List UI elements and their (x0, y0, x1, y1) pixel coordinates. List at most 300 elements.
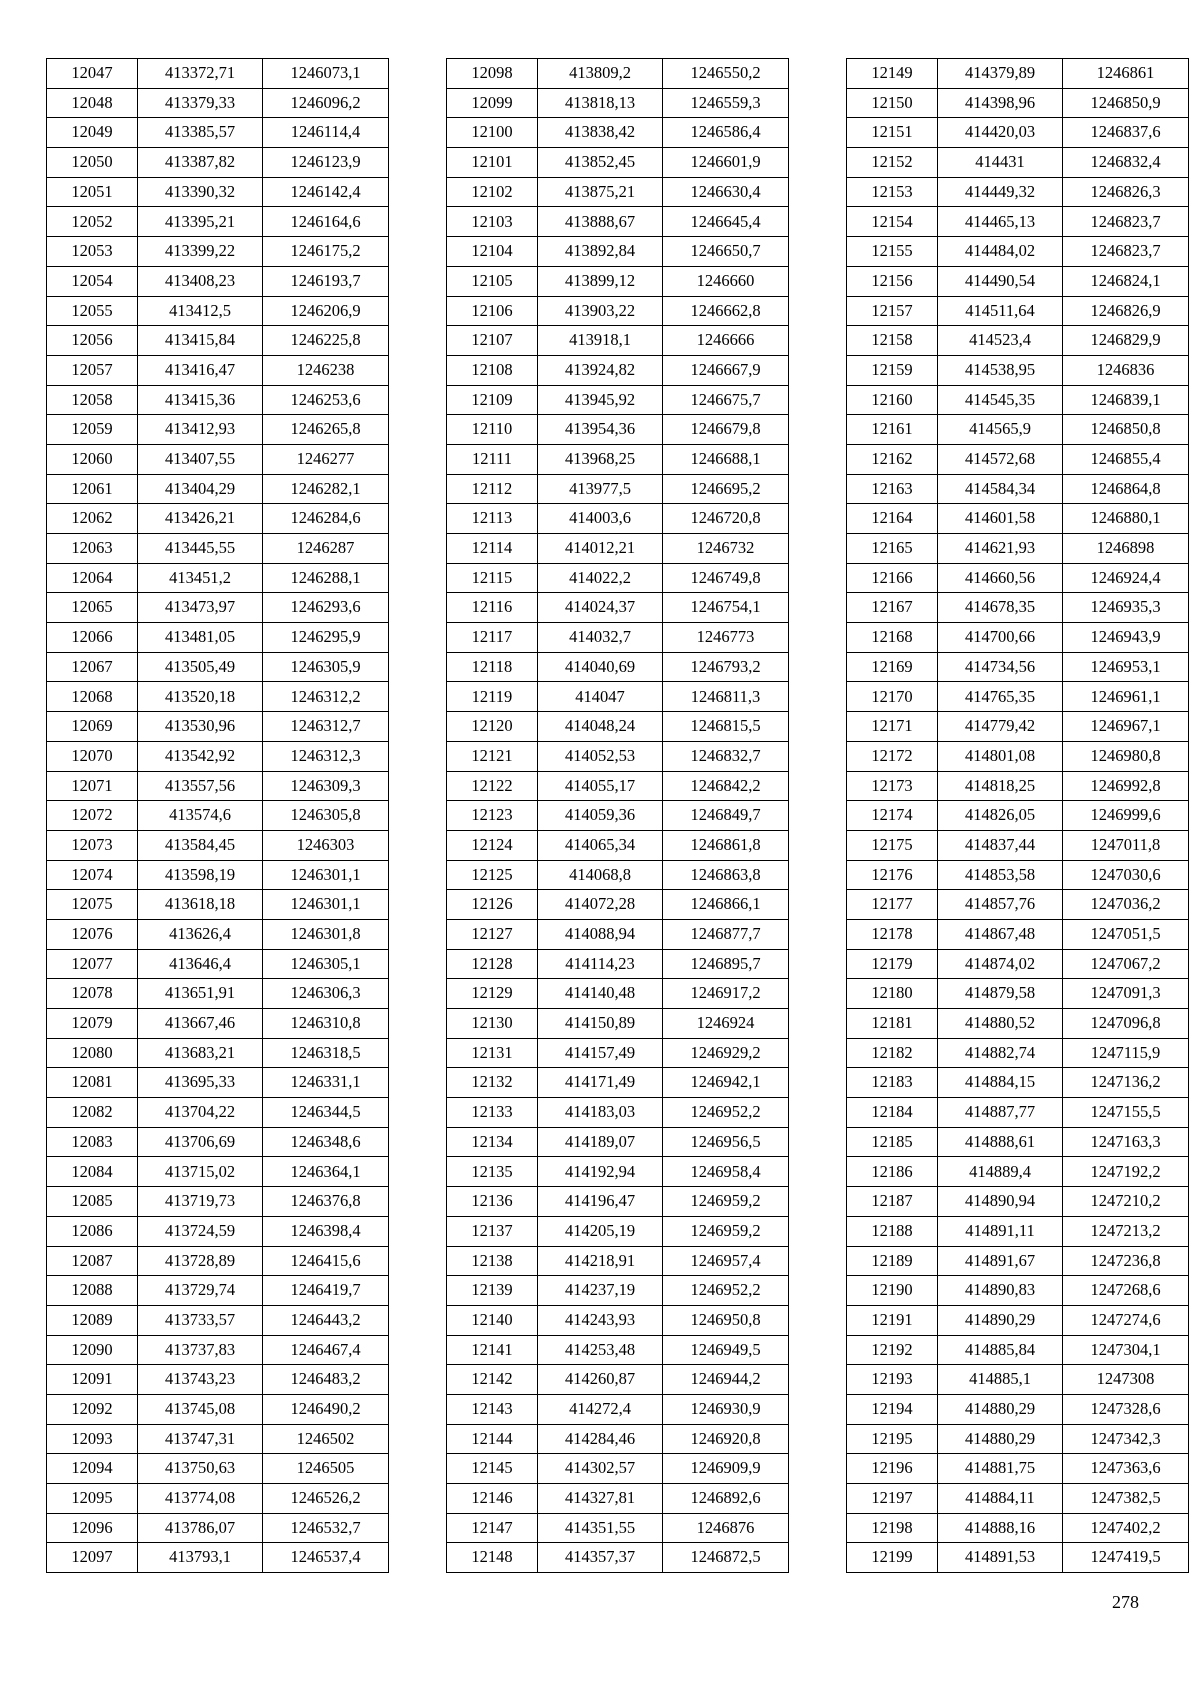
table-row (47, 1454, 389, 1484)
x-coordinate-cell: 414511,64 (938, 296, 1063, 326)
x-coordinate-cell: 414465,13 (938, 207, 1063, 237)
x-coordinate-cell: 414040,69 (538, 652, 663, 682)
coordinates-table-1 (46, 58, 389, 1573)
y-coordinate-cell: 1246376,8 (263, 1187, 389, 1217)
x-coordinate-cell: 414088,94 (538, 919, 663, 949)
table-row (447, 504, 789, 534)
y-coordinate-cell: 1246295,9 (263, 623, 389, 653)
point-number-cell: 12082 (47, 1098, 138, 1128)
point-number-cell: 12196 (847, 1454, 938, 1484)
y-coordinate-cell: 1246305,9 (263, 652, 389, 682)
y-coordinate-cell: 1246537,4 (263, 1543, 389, 1573)
table-row (847, 474, 1189, 504)
y-coordinate-cell: 1246823,7 (1063, 207, 1189, 237)
point-number-cell: 12158 (847, 326, 938, 356)
point-number-cell: 12197 (847, 1484, 938, 1514)
x-coordinate-cell: 414490,54 (938, 266, 1063, 296)
point-number-cell: 12097 (47, 1543, 138, 1573)
point-number-cell: 12166 (847, 563, 938, 593)
x-coordinate-cell: 414351,55 (538, 1513, 663, 1543)
x-coordinate-cell: 413954,36 (538, 415, 663, 445)
table-row (847, 1098, 1189, 1128)
point-number-cell: 12117 (447, 623, 538, 653)
table-row (47, 1246, 389, 1276)
x-coordinate-cell: 414853,58 (938, 860, 1063, 890)
point-number-cell: 12096 (47, 1513, 138, 1543)
x-coordinate-cell: 413733,57 (138, 1305, 263, 1335)
x-coordinate-cell: 413793,1 (138, 1543, 263, 1573)
point-number-cell: 12107 (447, 326, 538, 356)
table-row (847, 207, 1189, 237)
point-number-cell: 12064 (47, 563, 138, 593)
point-number-cell: 12073 (47, 830, 138, 860)
point-number-cell: 12171 (847, 712, 938, 742)
point-number-cell: 12063 (47, 534, 138, 564)
table-row (47, 207, 389, 237)
table-row (447, 741, 789, 771)
y-coordinate-cell: 1246877,7 (663, 919, 789, 949)
table-row (847, 830, 1189, 860)
point-number-cell: 12155 (847, 237, 938, 267)
y-coordinate-cell: 1246732 (663, 534, 789, 564)
table-row (847, 1157, 1189, 1187)
x-coordinate-cell: 414150,89 (538, 1009, 663, 1039)
table-row (447, 771, 789, 801)
table-row (447, 296, 789, 326)
x-coordinate-cell: 414449,32 (938, 177, 1063, 207)
table-row (47, 237, 389, 267)
table-row (847, 237, 1189, 267)
table-row (47, 1038, 389, 1068)
y-coordinate-cell: 1246253,6 (263, 385, 389, 415)
y-coordinate-cell: 1246312,7 (263, 712, 389, 742)
y-coordinate-cell: 1247011,8 (1063, 830, 1189, 860)
y-coordinate-cell: 1247363,6 (1063, 1454, 1189, 1484)
point-number-cell: 12085 (47, 1187, 138, 1217)
table-row (47, 741, 389, 771)
y-coordinate-cell: 1246586,4 (663, 118, 789, 148)
point-number-cell: 12104 (447, 237, 538, 267)
table-row (847, 1246, 1189, 1276)
table-row (447, 652, 789, 682)
y-coordinate-cell: 1246953,1 (1063, 652, 1189, 682)
point-number-cell: 12054 (47, 266, 138, 296)
y-coordinate-cell: 1247115,9 (1063, 1038, 1189, 1068)
point-number-cell: 12089 (47, 1305, 138, 1335)
x-coordinate-cell: 414801,08 (938, 741, 1063, 771)
y-coordinate-cell: 1246073,1 (263, 59, 389, 89)
y-coordinate-cell: 1246288,1 (263, 563, 389, 593)
y-coordinate-cell: 1246238 (263, 355, 389, 385)
x-coordinate-cell: 413818,13 (538, 88, 663, 118)
x-coordinate-cell: 414884,11 (938, 1484, 1063, 1514)
x-coordinate-cell: 413945,92 (538, 385, 663, 415)
point-number-cell: 12153 (847, 177, 938, 207)
x-coordinate-cell: 413875,21 (538, 177, 663, 207)
point-number-cell: 12114 (447, 534, 538, 564)
point-number-cell: 12124 (447, 830, 538, 860)
table-row (47, 504, 389, 534)
table-row (47, 326, 389, 356)
y-coordinate-cell: 1246957,4 (663, 1246, 789, 1276)
table-row (847, 1454, 1189, 1484)
x-coordinate-cell: 413729,74 (138, 1276, 263, 1306)
y-coordinate-cell: 1246837,6 (1063, 118, 1189, 148)
point-number-cell: 12164 (847, 504, 938, 534)
point-number-cell: 12178 (847, 919, 938, 949)
table-row (47, 623, 389, 653)
table-row (47, 860, 389, 890)
table-row (447, 623, 789, 653)
point-number-cell: 12185 (847, 1127, 938, 1157)
y-coordinate-cell: 1247213,2 (1063, 1216, 1189, 1246)
x-coordinate-cell: 414140,48 (538, 979, 663, 1009)
point-number-cell: 12091 (47, 1365, 138, 1395)
x-coordinate-cell: 414157,49 (538, 1038, 663, 1068)
table-row (47, 949, 389, 979)
x-coordinate-cell: 414857,76 (938, 890, 1063, 920)
table-row (447, 266, 789, 296)
y-coordinate-cell: 1246849,7 (663, 801, 789, 831)
y-coordinate-cell: 1247419,5 (1063, 1543, 1189, 1573)
x-coordinate-cell: 414891,53 (938, 1543, 1063, 1573)
x-coordinate-cell: 413412,93 (138, 415, 263, 445)
point-number-cell: 12099 (447, 88, 538, 118)
table-row (847, 266, 1189, 296)
table-row (847, 88, 1189, 118)
x-coordinate-cell: 414880,29 (938, 1394, 1063, 1424)
y-coordinate-cell: 1246793,2 (663, 652, 789, 682)
x-coordinate-cell: 414327,81 (538, 1484, 663, 1514)
table-row (447, 1216, 789, 1246)
y-coordinate-cell: 1246850,9 (1063, 88, 1189, 118)
table-row (847, 860, 1189, 890)
x-coordinate-cell: 414538,95 (938, 355, 1063, 385)
y-coordinate-cell: 1246502 (263, 1424, 389, 1454)
x-coordinate-cell: 413385,57 (138, 118, 263, 148)
table-row (47, 1216, 389, 1246)
y-coordinate-cell: 1246490,2 (263, 1394, 389, 1424)
table-row (447, 1246, 789, 1276)
y-coordinate-cell: 1246935,3 (1063, 593, 1189, 623)
point-number-cell: 12077 (47, 949, 138, 979)
y-coordinate-cell: 1246164,6 (263, 207, 389, 237)
point-number-cell: 12180 (847, 979, 938, 1009)
table-row (447, 949, 789, 979)
table-row (47, 59, 389, 89)
table-row (47, 830, 389, 860)
y-coordinate-cell: 1246944,2 (663, 1365, 789, 1395)
table-row (847, 593, 1189, 623)
x-coordinate-cell: 413390,32 (138, 177, 263, 207)
point-number-cell: 12169 (847, 652, 938, 682)
table-row (447, 1127, 789, 1157)
point-number-cell: 12131 (447, 1038, 538, 1068)
table-row (847, 1009, 1189, 1039)
y-coordinate-cell: 1246398,4 (263, 1216, 389, 1246)
table-row (47, 1009, 389, 1039)
point-number-cell: 12057 (47, 355, 138, 385)
x-coordinate-cell: 413399,22 (138, 237, 263, 267)
point-number-cell: 12121 (447, 741, 538, 771)
table-row (847, 444, 1189, 474)
x-coordinate-cell: 414420,03 (938, 118, 1063, 148)
x-coordinate-cell: 414048,24 (538, 712, 663, 742)
x-coordinate-cell: 413598,19 (138, 860, 263, 890)
y-coordinate-cell: 1246419,7 (263, 1276, 389, 1306)
y-coordinate-cell: 1246206,9 (263, 296, 389, 326)
x-coordinate-cell: 414545,35 (938, 385, 1063, 415)
coordinates-table-2 (446, 58, 789, 1573)
point-number-cell: 12198 (847, 1513, 938, 1543)
y-coordinate-cell: 1246898 (1063, 534, 1189, 564)
y-coordinate-cell: 1247163,3 (1063, 1127, 1189, 1157)
y-coordinate-cell: 1246872,5 (663, 1543, 789, 1573)
point-number-cell: 12143 (447, 1394, 538, 1424)
point-number-cell: 12103 (447, 207, 538, 237)
table-row (447, 1157, 789, 1187)
x-coordinate-cell: 414891,11 (938, 1216, 1063, 1246)
y-coordinate-cell: 1246855,4 (1063, 444, 1189, 474)
x-coordinate-cell: 414012,21 (538, 534, 663, 564)
point-number-cell: 12098 (447, 59, 538, 89)
x-coordinate-cell: 413416,47 (138, 355, 263, 385)
y-coordinate-cell: 1246909,9 (663, 1454, 789, 1484)
y-coordinate-cell: 1246959,2 (663, 1216, 789, 1246)
point-number-cell: 12189 (847, 1246, 938, 1276)
table-row (447, 979, 789, 1009)
point-number-cell: 12048 (47, 88, 138, 118)
y-coordinate-cell: 1246550,2 (663, 59, 789, 89)
table-row (447, 385, 789, 415)
table-row (447, 1454, 789, 1484)
y-coordinate-cell: 1247382,5 (1063, 1484, 1189, 1514)
x-coordinate-cell: 414024,37 (538, 593, 663, 623)
x-coordinate-cell: 414192,94 (538, 1157, 663, 1187)
point-number-cell: 12176 (847, 860, 938, 890)
point-number-cell: 12179 (847, 949, 938, 979)
point-number-cell: 12101 (447, 148, 538, 178)
x-coordinate-cell: 414584,34 (938, 474, 1063, 504)
point-number-cell: 12134 (447, 1127, 538, 1157)
table-row (447, 1394, 789, 1424)
point-number-cell: 12083 (47, 1127, 138, 1157)
table-row (447, 860, 789, 890)
y-coordinate-cell: 1246293,6 (263, 593, 389, 623)
table-row (47, 266, 389, 296)
table-row (447, 830, 789, 860)
table-row (447, 919, 789, 949)
point-number-cell: 12146 (447, 1484, 538, 1514)
table-row (47, 296, 389, 326)
x-coordinate-cell: 414678,35 (938, 593, 1063, 623)
x-coordinate-cell: 413372,71 (138, 59, 263, 89)
y-coordinate-cell: 1246866,1 (663, 890, 789, 920)
x-coordinate-cell: 414837,44 (938, 830, 1063, 860)
y-coordinate-cell: 1246630,4 (663, 177, 789, 207)
point-number-cell: 12177 (847, 890, 938, 920)
table-row (847, 1543, 1189, 1573)
x-coordinate-cell: 414052,53 (538, 741, 663, 771)
table-row (447, 88, 789, 118)
x-coordinate-cell: 413481,05 (138, 623, 263, 653)
x-coordinate-cell: 413557,56 (138, 771, 263, 801)
point-number-cell: 12109 (447, 385, 538, 415)
x-coordinate-cell: 413750,63 (138, 1454, 263, 1484)
x-coordinate-cell: 413747,31 (138, 1424, 263, 1454)
table-row (447, 1098, 789, 1128)
y-coordinate-cell: 1246836 (1063, 355, 1189, 385)
point-number-cell: 12055 (47, 296, 138, 326)
y-coordinate-cell: 1246861,8 (663, 830, 789, 860)
y-coordinate-cell: 1246861 (1063, 59, 1189, 89)
x-coordinate-cell: 414889,4 (938, 1157, 1063, 1187)
table-row (447, 355, 789, 385)
table-row (47, 1513, 389, 1543)
y-coordinate-cell: 1246601,9 (663, 148, 789, 178)
y-coordinate-cell: 1246175,2 (263, 237, 389, 267)
x-coordinate-cell: 413695,33 (138, 1068, 263, 1098)
x-coordinate-cell: 413719,73 (138, 1187, 263, 1217)
x-coordinate-cell: 414484,02 (938, 237, 1063, 267)
y-coordinate-cell: 1246695,2 (663, 474, 789, 504)
table-row (447, 59, 789, 89)
point-number-cell: 12162 (847, 444, 938, 474)
x-coordinate-cell: 414888,16 (938, 1513, 1063, 1543)
x-coordinate-cell: 414379,89 (938, 59, 1063, 89)
point-number-cell: 12087 (47, 1246, 138, 1276)
x-coordinate-cell: 413706,69 (138, 1127, 263, 1157)
y-coordinate-cell: 1246287 (263, 534, 389, 564)
table-row (47, 118, 389, 148)
point-number-cell: 12053 (47, 237, 138, 267)
y-coordinate-cell: 1246829,9 (1063, 326, 1189, 356)
table-row (447, 207, 789, 237)
table-row (847, 890, 1189, 920)
table-row (847, 1484, 1189, 1514)
y-coordinate-cell: 1246532,7 (263, 1513, 389, 1543)
y-coordinate-cell: 1246666 (663, 326, 789, 356)
table-row (847, 296, 1189, 326)
x-coordinate-cell: 414072,28 (538, 890, 663, 920)
y-coordinate-cell: 1246309,3 (263, 771, 389, 801)
table-row (47, 652, 389, 682)
y-coordinate-cell: 1246980,8 (1063, 741, 1189, 771)
point-number-cell: 12069 (47, 712, 138, 742)
page-number: 278 (1112, 1592, 1139, 1612)
point-number-cell: 12137 (447, 1216, 538, 1246)
x-coordinate-cell: 413683,21 (138, 1038, 263, 1068)
table-row (847, 1216, 1189, 1246)
point-number-cell: 12110 (447, 415, 538, 445)
y-coordinate-cell: 1246880,1 (1063, 504, 1189, 534)
x-coordinate-cell: 414237,19 (538, 1276, 663, 1306)
point-number-cell: 12160 (847, 385, 938, 415)
x-coordinate-cell: 413704,22 (138, 1098, 263, 1128)
point-number-cell: 12159 (847, 355, 938, 385)
y-coordinate-cell: 1246961,1 (1063, 682, 1189, 712)
y-coordinate-cell: 1247051,5 (1063, 919, 1189, 949)
point-number-cell: 12116 (447, 593, 538, 623)
point-number-cell: 12181 (847, 1009, 938, 1039)
x-coordinate-cell: 414880,52 (938, 1009, 1063, 1039)
point-number-cell: 12084 (47, 1157, 138, 1187)
table-row (447, 444, 789, 474)
x-coordinate-cell: 414022,2 (538, 563, 663, 593)
x-coordinate-cell: 414621,93 (938, 534, 1063, 564)
table-row (47, 1424, 389, 1454)
point-number-cell: 12156 (847, 266, 938, 296)
x-coordinate-cell: 414218,91 (538, 1246, 663, 1276)
point-number-cell: 12113 (447, 504, 538, 534)
point-number-cell: 12051 (47, 177, 138, 207)
table-row (847, 415, 1189, 445)
y-coordinate-cell: 1246096,2 (263, 88, 389, 118)
x-coordinate-cell: 413809,2 (538, 59, 663, 89)
y-coordinate-cell: 1246650,7 (663, 237, 789, 267)
point-number-cell: 12133 (447, 1098, 538, 1128)
table-row (447, 1276, 789, 1306)
x-coordinate-cell: 414068,8 (538, 860, 663, 890)
y-coordinate-cell: 1246892,6 (663, 1484, 789, 1514)
x-coordinate-cell: 413407,55 (138, 444, 263, 474)
x-coordinate-cell: 414114,23 (538, 949, 663, 979)
y-coordinate-cell: 1246559,3 (663, 88, 789, 118)
y-coordinate-cell: 1246959,2 (663, 1187, 789, 1217)
x-coordinate-cell: 413838,42 (538, 118, 663, 148)
table-row (847, 979, 1189, 1009)
table-row (847, 118, 1189, 148)
point-number-cell: 12093 (47, 1424, 138, 1454)
point-number-cell: 12188 (847, 1216, 938, 1246)
point-number-cell: 12058 (47, 385, 138, 415)
point-number-cell: 12191 (847, 1305, 938, 1335)
table-row (847, 1276, 1189, 1306)
point-number-cell: 12075 (47, 890, 138, 920)
y-coordinate-cell: 1246823,7 (1063, 237, 1189, 267)
point-number-cell: 12145 (447, 1454, 538, 1484)
y-coordinate-cell: 1246318,5 (263, 1038, 389, 1068)
x-coordinate-cell: 413743,23 (138, 1365, 263, 1395)
x-coordinate-cell: 413786,07 (138, 1513, 263, 1543)
y-coordinate-cell: 1246312,3 (263, 741, 389, 771)
x-coordinate-cell: 413903,22 (538, 296, 663, 326)
table-row (47, 1276, 389, 1306)
point-number-cell: 12144 (447, 1424, 538, 1454)
point-number-cell: 12120 (447, 712, 538, 742)
point-number-cell: 12122 (447, 771, 538, 801)
x-coordinate-cell: 413667,46 (138, 1009, 263, 1039)
x-coordinate-cell: 413728,89 (138, 1246, 263, 1276)
table-row (847, 949, 1189, 979)
table-row (847, 682, 1189, 712)
x-coordinate-cell: 414890,29 (938, 1305, 1063, 1335)
y-coordinate-cell: 1246645,4 (663, 207, 789, 237)
point-number-cell: 12062 (47, 504, 138, 534)
point-number-cell: 12135 (447, 1157, 538, 1187)
table-row (447, 326, 789, 356)
x-coordinate-cell: 413408,23 (138, 266, 263, 296)
table-row (47, 415, 389, 445)
point-number-cell: 12078 (47, 979, 138, 1009)
x-coordinate-cell: 413387,82 (138, 148, 263, 178)
y-coordinate-cell: 1246679,8 (663, 415, 789, 445)
table-row (47, 355, 389, 385)
table-row (847, 741, 1189, 771)
y-coordinate-cell: 1246305,8 (263, 801, 389, 831)
table-row (847, 148, 1189, 178)
table-row (47, 385, 389, 415)
